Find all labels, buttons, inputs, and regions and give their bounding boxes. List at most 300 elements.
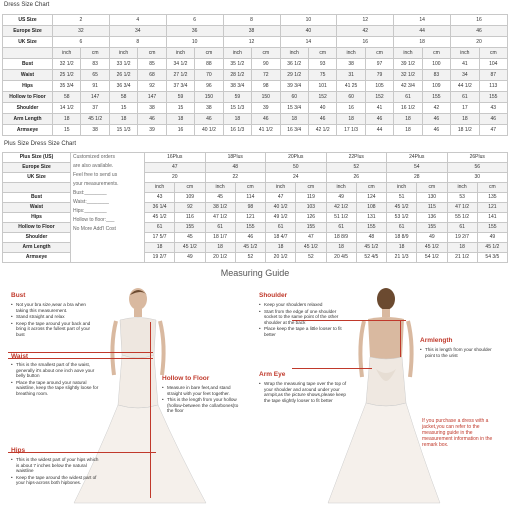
size-cell: 50 bbox=[266, 163, 327, 173]
size-cell: 49 1/2 bbox=[266, 213, 296, 223]
armlength-notes bbox=[420, 347, 500, 359]
bust-notes bbox=[11, 302, 99, 339]
size-cell: cm bbox=[477, 183, 507, 193]
guide-bullet: • This is the length from your hollow (hollow-between the collarbones)to the floor bbox=[162, 397, 242, 414]
size-cell: 54 3/5 bbox=[477, 253, 507, 263]
hips-line bbox=[8, 452, 156, 453]
size-cell: 46 bbox=[308, 114, 336, 125]
size-cell: 35 3/4 bbox=[53, 81, 81, 92]
size-cell: inch bbox=[166, 48, 194, 59]
size-cell: 22Plus bbox=[326, 153, 387, 163]
note-line: Hips:________ bbox=[73, 208, 107, 214]
size-cell: 124 bbox=[356, 193, 386, 203]
size-cell: 45 1/2 bbox=[477, 243, 507, 253]
note-line: Bust:________ bbox=[73, 190, 107, 196]
size-cell: 32 1/2 bbox=[394, 70, 422, 81]
size-cell: 41 25 bbox=[337, 81, 365, 92]
size-row bbox=[3, 37, 508, 48]
size-cell: 38 bbox=[195, 103, 223, 114]
armlength-heading: Armlength bbox=[420, 337, 453, 344]
size-cell: 22 bbox=[205, 173, 266, 183]
size-cell: 53 1/2 bbox=[387, 213, 417, 223]
size-cell: 155 bbox=[296, 223, 326, 233]
size-cell: 90 bbox=[252, 59, 280, 70]
size-cell: 19 2/7 bbox=[145, 253, 175, 263]
guide-bullet: • Place keep the tape a little looser to fit better bbox=[259, 326, 345, 337]
armlength-line bbox=[400, 321, 401, 357]
size-cell: 15 bbox=[53, 125, 81, 136]
size-cell: 52 bbox=[235, 253, 265, 263]
size-row bbox=[3, 59, 508, 70]
row-label: Waist bbox=[3, 70, 53, 81]
hollow-notes bbox=[162, 385, 242, 415]
size-cell: cm bbox=[417, 183, 447, 193]
size-cell: 49 bbox=[326, 193, 356, 203]
guide-bullet: • Measure in bare feet,and stand straight with your feet together. bbox=[162, 385, 242, 396]
armeye-line bbox=[292, 368, 372, 369]
size-cell: 49 bbox=[175, 253, 205, 263]
size-cell: 42 bbox=[337, 26, 394, 37]
size-cell: 6 bbox=[166, 15, 223, 26]
size-cell: 47 bbox=[296, 233, 326, 243]
size-cell: 109 bbox=[422, 81, 450, 92]
size-cell: 40 1/2 bbox=[195, 125, 223, 136]
size-cell: 59 bbox=[223, 92, 251, 103]
size-cell: 17 1/3 bbox=[337, 125, 365, 136]
size-cell: 38 bbox=[337, 59, 365, 70]
row-label: Bust bbox=[3, 59, 53, 70]
size-cell: 28 1/2 bbox=[223, 70, 251, 81]
size-cell: 39 bbox=[138, 125, 166, 136]
size-cell: 37 3/4 bbox=[166, 81, 194, 92]
size-cell: 10 bbox=[280, 15, 337, 26]
size-cell: inch bbox=[387, 183, 417, 193]
size-cell: 19 2/7 bbox=[447, 233, 477, 243]
size-cell: 45 1/2 bbox=[296, 243, 326, 253]
size-cell: 42 bbox=[422, 103, 450, 114]
size-cell: inch bbox=[326, 183, 356, 193]
size-cell: 47 bbox=[145, 163, 206, 173]
size-cell: 49 bbox=[477, 233, 507, 243]
size-cell: 30 bbox=[447, 173, 508, 183]
size-cell: 17 5/7 bbox=[145, 233, 175, 243]
size-cell: inch bbox=[145, 183, 175, 193]
guide-bullet: • This is the smallest part of the waist, generally it's about one inch aove your belly button bbox=[11, 362, 99, 379]
size-cell: 152 bbox=[308, 92, 336, 103]
size-cell: 18 1/2 bbox=[451, 125, 479, 136]
size-cell: 16 bbox=[337, 103, 365, 114]
size-cell: 155 bbox=[417, 223, 447, 233]
size-cell: cm bbox=[175, 183, 205, 193]
size-cell: 18 bbox=[280, 114, 308, 125]
size-cell: 61 bbox=[266, 223, 296, 233]
size-cell: cm bbox=[422, 48, 450, 59]
size-cell: 130 bbox=[417, 193, 447, 203]
size-cell: 61 bbox=[387, 223, 417, 233]
guide-bullet: • Place the tape around your natural waistline, keep the tape slightly loose for breathing room. bbox=[11, 380, 99, 397]
size-cell: inch bbox=[337, 48, 365, 59]
size-cell: inch bbox=[266, 183, 296, 193]
size-cell: 12 bbox=[337, 15, 394, 26]
size-cell: 16 1/2 bbox=[394, 103, 422, 114]
size-cell: cm bbox=[356, 183, 386, 193]
size-cell: 121 bbox=[235, 213, 265, 223]
note-line: Customized orders bbox=[73, 154, 115, 160]
waist-notes bbox=[11, 362, 99, 398]
size-cell: 6 bbox=[53, 37, 110, 48]
size-cell: 45 1/2 bbox=[145, 213, 175, 223]
shoulder-heading: Shoulder bbox=[259, 292, 288, 299]
size-cell: 21 1/3 bbox=[387, 253, 417, 263]
size-cell: 114 bbox=[235, 193, 265, 203]
size-cell: 121 bbox=[477, 203, 507, 213]
size-cell: 41 bbox=[451, 59, 479, 70]
size-cell: 116 bbox=[175, 213, 205, 223]
size-cell: 47 1/2 bbox=[205, 213, 235, 223]
size-cell: 45 1/2 bbox=[356, 243, 386, 253]
size-cell: 155 bbox=[175, 223, 205, 233]
row-label: US Size bbox=[3, 15, 53, 26]
size-cell: 60 bbox=[280, 92, 308, 103]
size-cell: 41 1/2 bbox=[252, 125, 280, 136]
size-cell: cm bbox=[365, 48, 393, 59]
waist-heading: Waist bbox=[11, 353, 29, 360]
size-cell: 14 bbox=[280, 37, 337, 48]
size-row bbox=[3, 103, 508, 114]
size-cell: 45 1/2 bbox=[175, 243, 205, 253]
size-cell: 16 1/3 bbox=[223, 125, 251, 136]
bust-line bbox=[8, 352, 153, 353]
size-cell: 92 bbox=[138, 81, 166, 92]
size-cell: 15 3/4 bbox=[280, 103, 308, 114]
size-row bbox=[3, 26, 508, 37]
size-cell: 48 bbox=[356, 233, 386, 243]
size-cell: 26Plus bbox=[447, 153, 508, 163]
size-cell: 152 bbox=[365, 92, 393, 103]
size-cell: 92 bbox=[175, 203, 205, 213]
size-cell: 35 1/2 bbox=[223, 59, 251, 70]
size-cell: 39 bbox=[252, 103, 280, 114]
size-cell: inch bbox=[280, 48, 308, 59]
guide-bullet: • Keep your shoulders relaxed bbox=[259, 302, 345, 308]
size-cell: 18 bbox=[109, 114, 137, 125]
size-cell: 46 bbox=[422, 114, 450, 125]
size-cell: 46 bbox=[479, 114, 507, 125]
size-cell: 119 bbox=[296, 193, 326, 203]
size-cell: 46 bbox=[252, 114, 280, 125]
row-label: Armseye bbox=[3, 253, 71, 263]
size-cell: 41 bbox=[365, 103, 393, 114]
size-cell: 53 bbox=[447, 193, 477, 203]
size-cell: 65 bbox=[81, 70, 109, 81]
row-label: Waist bbox=[3, 203, 71, 213]
size-cell: 48 bbox=[205, 163, 266, 173]
size-cell: 150 bbox=[195, 92, 223, 103]
size-cell: 108 bbox=[356, 203, 386, 213]
size-row bbox=[3, 48, 508, 59]
size-cell: 38 1/2 bbox=[205, 203, 235, 213]
size-cell: 39 1/2 bbox=[394, 59, 422, 70]
size-cell: 101 bbox=[308, 81, 336, 92]
size-cell: 131 bbox=[356, 213, 386, 223]
shoulder-notes bbox=[259, 302, 345, 339]
dress-size-table bbox=[2, 14, 508, 136]
size-cell: cm bbox=[479, 48, 507, 59]
size-cell: 18 1/7 bbox=[205, 233, 235, 243]
size-cell: 37 bbox=[81, 103, 109, 114]
row-label: Europe Size bbox=[3, 26, 53, 37]
size-cell: 155 bbox=[479, 92, 507, 103]
size-cell: 18 bbox=[394, 125, 422, 136]
size-cell: 51 bbox=[387, 193, 417, 203]
size-cell: 61 bbox=[451, 92, 479, 103]
size-cell: 31 bbox=[337, 70, 365, 81]
size-cell: 97 bbox=[365, 59, 393, 70]
size-cell: 18 bbox=[166, 114, 194, 125]
size-cell: 51 1/2 bbox=[326, 213, 356, 223]
size-cell: 18 bbox=[266, 243, 296, 253]
size-cell: 135 bbox=[477, 193, 507, 203]
size-cell: 44 bbox=[394, 26, 451, 37]
size-cell: 72 bbox=[252, 70, 280, 81]
size-cell: 18 bbox=[387, 243, 417, 253]
size-cell: 16 bbox=[166, 125, 194, 136]
note-line: Hollow to floor:___ bbox=[73, 217, 115, 223]
size-cell: 47 bbox=[266, 193, 296, 203]
size-row bbox=[3, 15, 508, 26]
size-cell: 20 bbox=[145, 173, 206, 183]
size-cell: inch bbox=[223, 48, 251, 59]
measuring-guide-title: Measuring Guide bbox=[220, 268, 290, 278]
size-cell: cm bbox=[252, 48, 280, 59]
size-cell: 18 bbox=[451, 114, 479, 125]
size-cell: 61 bbox=[145, 223, 175, 233]
size-cell: 39 3/4 bbox=[280, 81, 308, 92]
size-cell: 8 bbox=[109, 37, 166, 48]
size-cell: 18 bbox=[326, 243, 356, 253]
size-cell: 14 1/2 bbox=[53, 103, 81, 114]
size-cell: cm bbox=[308, 48, 336, 59]
size-cell: 38 bbox=[81, 125, 109, 136]
hollow-line bbox=[150, 322, 151, 498]
size-cell: 85 bbox=[138, 59, 166, 70]
size-cell: 24 bbox=[266, 173, 327, 183]
size-cell: 18 4/7 bbox=[266, 233, 296, 243]
size-cell: inch bbox=[447, 183, 477, 193]
hips-notes bbox=[11, 457, 99, 487]
size-cell: inch bbox=[451, 48, 479, 59]
size-cell: 46 bbox=[138, 114, 166, 125]
size-cell: 113 bbox=[479, 81, 507, 92]
size-cell: 18 bbox=[145, 243, 175, 253]
size-cell: 43 bbox=[479, 103, 507, 114]
size-cell: 34 1/2 bbox=[166, 59, 194, 70]
size-cell: 18 8/9 bbox=[326, 233, 356, 243]
size-cell: 18 bbox=[337, 114, 365, 125]
size-cell: 147 bbox=[81, 92, 109, 103]
note-line: Waist:________ bbox=[73, 199, 109, 205]
size-cell: inch bbox=[205, 183, 235, 193]
size-cell: 115 bbox=[417, 203, 447, 213]
size-cell: 45 1/2 bbox=[417, 243, 447, 253]
size-cell: 70 bbox=[195, 70, 223, 81]
size-cell: 58 bbox=[53, 92, 81, 103]
row-label: Hollow to Floor bbox=[3, 92, 53, 103]
size-cell: 60 bbox=[337, 92, 365, 103]
size-cell: 105 bbox=[365, 81, 393, 92]
row-label: UK Size bbox=[3, 173, 71, 183]
row-label: Shoulder bbox=[3, 103, 53, 114]
size-cell: 46 bbox=[365, 114, 393, 125]
jacket-note: If you purchase a dress with a jacket,you can refer to the measuring guide in the measurement information in the remark box. bbox=[422, 418, 493, 448]
size-cell: 100 bbox=[422, 59, 450, 70]
size-cell: 38 3/4 bbox=[223, 81, 251, 92]
size-cell: 40 1/2 bbox=[266, 203, 296, 213]
size-cell: 21 1/2 bbox=[447, 253, 477, 263]
guide-bullet: • Stand straight and relax bbox=[11, 314, 99, 320]
size-cell: 58 bbox=[109, 92, 137, 103]
size-cell: inch bbox=[394, 48, 422, 59]
size-cell: inch bbox=[109, 48, 137, 59]
row-label: Europe Size bbox=[3, 163, 71, 173]
armeye-heading: Arm Eye bbox=[259, 371, 286, 378]
size-cell: 16 bbox=[337, 37, 394, 48]
size-cell: 98 bbox=[235, 203, 265, 213]
size-cell: 34 bbox=[451, 70, 479, 81]
size-cell: 56 bbox=[447, 163, 508, 173]
size-row bbox=[3, 70, 508, 81]
hollow-heading: Hollow to Floor bbox=[162, 375, 210, 382]
size-cell: 36 1/4 bbox=[145, 203, 175, 213]
size-cell: 68 bbox=[138, 70, 166, 81]
size-cell: 46 bbox=[235, 233, 265, 243]
size-cell: 126 bbox=[296, 213, 326, 223]
size-cell: cm bbox=[296, 183, 326, 193]
hips-heading: Hips bbox=[11, 447, 26, 454]
size-cell: 43 bbox=[145, 193, 175, 203]
bust-heading: Bust bbox=[11, 292, 26, 299]
row-label: Armseye bbox=[3, 125, 53, 136]
size-cell: 12 bbox=[223, 37, 280, 48]
size-cell: 155 bbox=[235, 223, 265, 233]
size-cell: 61 bbox=[205, 223, 235, 233]
size-cell: 20 1/2 bbox=[205, 253, 235, 263]
size-cell: 47 bbox=[479, 125, 507, 136]
size-cell: 147 bbox=[138, 92, 166, 103]
size-cell: 52 bbox=[296, 253, 326, 263]
size-cell: inch bbox=[53, 48, 81, 59]
size-cell: 61 bbox=[447, 223, 477, 233]
size-cell: 18 bbox=[447, 243, 477, 253]
size-cell: 54 bbox=[387, 163, 448, 173]
size-cell: 16 bbox=[451, 15, 508, 26]
note-line: No More Add'l Cost bbox=[73, 226, 116, 232]
size-cell: 38 bbox=[138, 103, 166, 114]
size-cell: 87 bbox=[479, 70, 507, 81]
row-label: Hips bbox=[3, 81, 53, 92]
size-cell: 98 bbox=[252, 81, 280, 92]
size-cell: 46 bbox=[195, 114, 223, 125]
guide-bullet: • Not your bra size,wear a bra when taking this measurement. bbox=[11, 302, 99, 313]
size-cell: 4 bbox=[109, 15, 166, 26]
guide-bullet: • Keep the tape around your back and bring it across the fullest part of your bust bbox=[11, 321, 99, 338]
guide-bullet: • Start from the edge of one shoulder socket to the same point of the other shoulder at the back bbox=[259, 309, 345, 326]
row-label: Shoulder bbox=[3, 233, 71, 243]
size-cell: 32 1/2 bbox=[53, 59, 81, 70]
dress-chart-title: Dress Size Chart bbox=[4, 2, 50, 8]
size-row bbox=[3, 92, 508, 103]
size-cell: 28 bbox=[387, 173, 448, 183]
size-cell: 155 bbox=[477, 223, 507, 233]
armeye-notes bbox=[259, 381, 349, 404]
size-cell: 15 1/3 bbox=[223, 103, 251, 114]
size-cell: 16 3/4 bbox=[280, 125, 308, 136]
size-cell: 61 bbox=[326, 223, 356, 233]
guide-bullet: • This is the widest part of your hips which is about 7 inches below the natural waistline bbox=[11, 457, 99, 474]
size-cell: 17 bbox=[451, 103, 479, 114]
size-cell: 25 1/2 bbox=[53, 70, 81, 81]
size-cell: 18 bbox=[394, 114, 422, 125]
size-cell: 47 1/2 bbox=[447, 203, 477, 213]
custom-order-notes bbox=[73, 153, 133, 234]
size-cell: 26 bbox=[326, 173, 387, 183]
size-cell: 18 bbox=[394, 37, 451, 48]
size-cell: 18Plus bbox=[205, 153, 266, 163]
size-cell: 20Plus bbox=[266, 153, 327, 163]
row-label: UK Size bbox=[3, 37, 53, 48]
size-cell: 46 bbox=[451, 26, 508, 37]
size-cell: 46 bbox=[422, 125, 450, 136]
size-cell: 36 3/4 bbox=[109, 81, 137, 92]
size-cell: cm bbox=[81, 48, 109, 59]
row-label: Hollow to Floor bbox=[3, 223, 71, 233]
size-cell: 15 bbox=[166, 103, 194, 114]
size-cell: 155 bbox=[422, 92, 450, 103]
size-cell: cm bbox=[138, 48, 166, 59]
size-cell: 42 3/4 bbox=[394, 81, 422, 92]
size-cell: cm bbox=[235, 183, 265, 193]
row-label bbox=[3, 48, 53, 59]
size-cell: 88 bbox=[195, 59, 223, 70]
size-cell: 15 1/3 bbox=[109, 125, 137, 136]
size-cell: 27 1/2 bbox=[166, 70, 194, 81]
size-cell: 38 bbox=[223, 26, 280, 37]
note-line: Feel free to send us bbox=[73, 172, 118, 178]
row-label: Arm Length bbox=[3, 114, 53, 125]
size-cell: 155 bbox=[356, 223, 386, 233]
size-cell: 109 bbox=[175, 193, 205, 203]
size-cell: 18 8/9 bbox=[387, 233, 417, 243]
size-cell: 24Plus bbox=[387, 153, 448, 163]
note-line: are also available. bbox=[73, 163, 114, 169]
size-cell: 83 bbox=[422, 70, 450, 81]
row-label: Plus Size (US) bbox=[3, 153, 71, 163]
size-cell: 91 bbox=[81, 81, 109, 92]
size-cell: 14 bbox=[394, 15, 451, 26]
size-cell: 52 bbox=[326, 163, 387, 173]
size-cell: cm bbox=[195, 48, 223, 59]
size-cell: 20 bbox=[451, 37, 508, 48]
size-cell: 42 1/2 bbox=[308, 125, 336, 136]
guide-bullet: • Keep the tape around the widest part of your hips-across both hipbones. bbox=[11, 475, 99, 486]
size-cell: 36 bbox=[166, 26, 223, 37]
row-label: Bust bbox=[3, 193, 71, 203]
size-cell: 45 1/2 bbox=[235, 243, 265, 253]
size-cell: 33 1/2 bbox=[109, 59, 137, 70]
size-cell: 93 bbox=[308, 59, 336, 70]
size-cell: 29 1/2 bbox=[280, 70, 308, 81]
size-cell: 20 1/2 bbox=[266, 253, 296, 263]
